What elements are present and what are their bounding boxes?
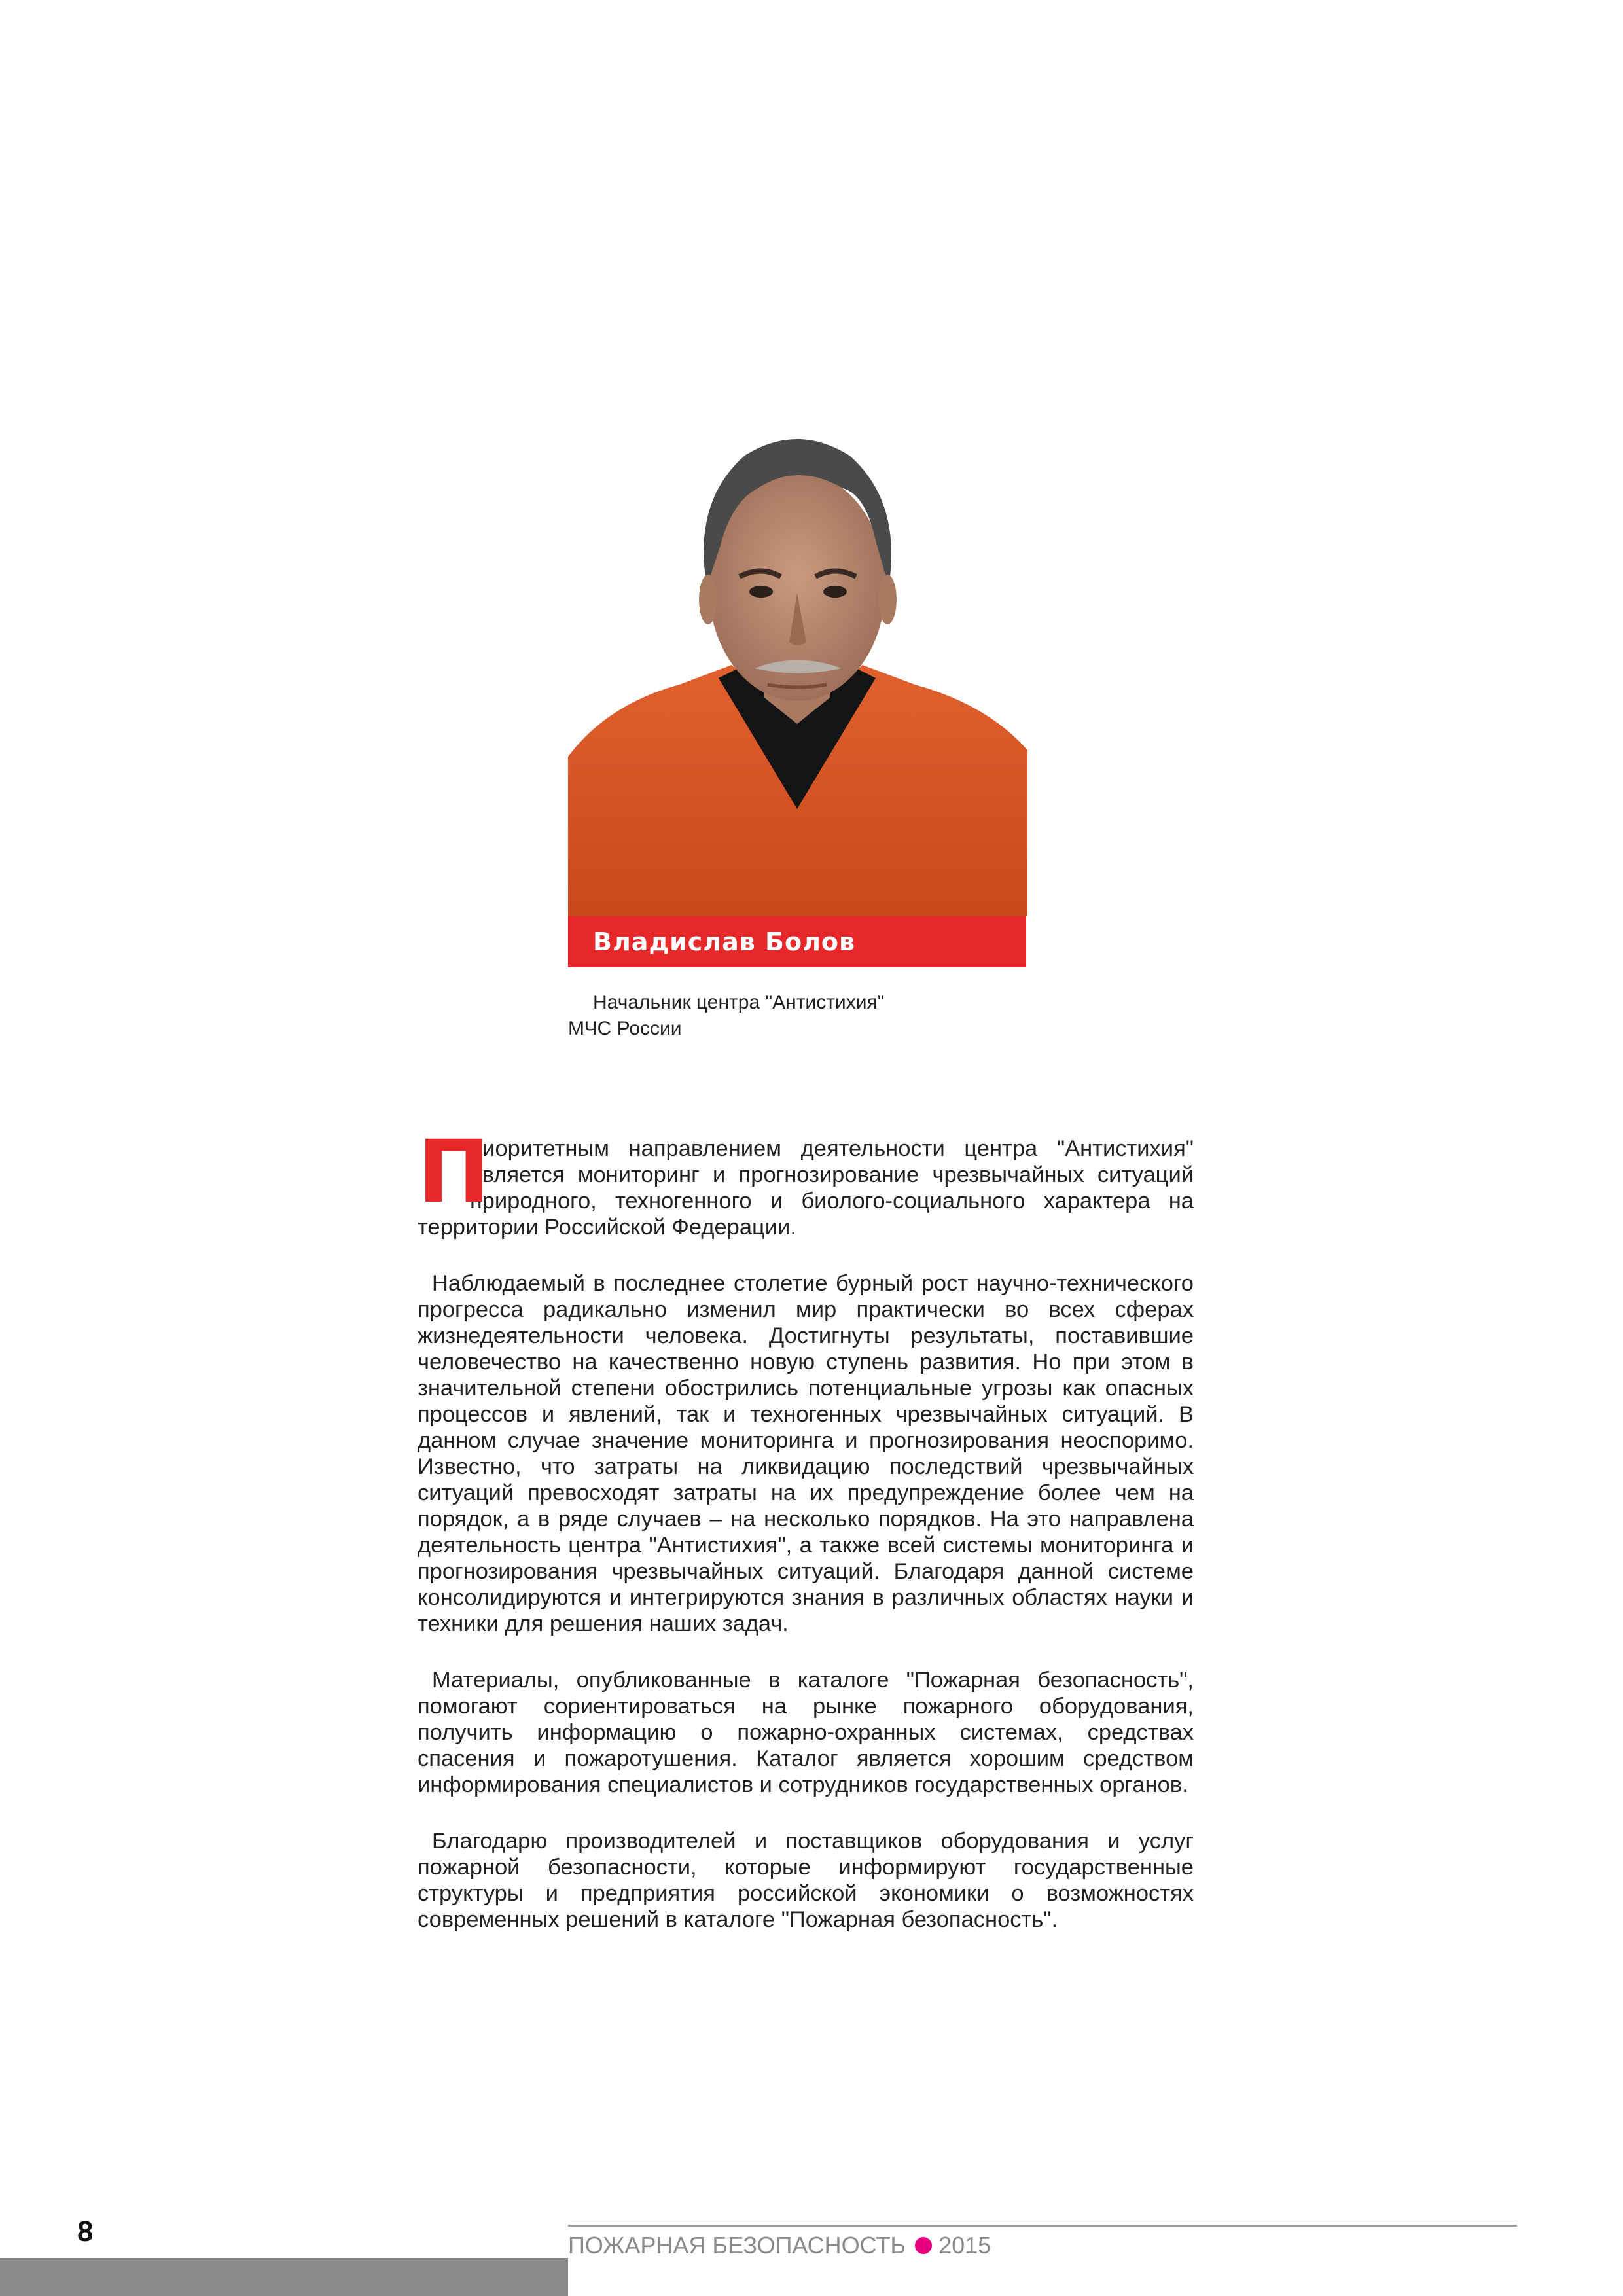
footer-publication bbox=[568, 2232, 991, 2259]
article-paragraph-2: Наблюдаемый в последнее столетие бурный рост научно-технического прогресса радикально изменил мир практически во всех сферах жизнедеятельности человека. Достигнуты результаты, поставившие человечество на качественно новую ступень развития. Но при этом в значительной степени обострились потенциальные угрозы как опасных процессов и явлений, так и техногенных чрезвычайных ситуаций. В данном случае значение мониторинга и прогнозирования неоспоримо. Известно, что затраты на ликвидацию последствий чрезвычайных ситуаций превосходят затраты на их предупреждение более чем на порядок, а в ряде случаев – на несколько порядков. На это направлена деятельность центра "Антистихия", а также всей системы мониторинга и прогнозирования чрезвычайных ситуаций. Благодаря данной системе консолидируются и интегрируются знания в различных областях науки и техники для решения наших задач. bbox=[418, 1271, 1194, 1636]
position-organization: МЧС России bbox=[568, 1018, 682, 1039]
article-paragraph-3: Материалы, опубликованные в каталоге "Пожарная безопасность", помогают сориентироваться на рынке пожарного оборудования, получить информацию о пожарно-охранных системах, средствах спасения и пожаротушения. Каталог является хорошим средством информирования специалистов и сотрудников государственных органов. bbox=[418, 1668, 1194, 1797]
article-paragraph-4: Благодарю производителей и поставщиков оборудования и услуг пожарной безопасности, которые информируют государственные структуры и предприятия российской экономики о возможностях современных решений в каталоге "Пожарная безопасность". bbox=[418, 1829, 1194, 1932]
drop-cap: П bbox=[418, 1122, 490, 1223]
footer-divider bbox=[568, 2225, 1517, 2227]
bullet-dot-icon bbox=[915, 2237, 932, 2254]
portrait-illustration bbox=[568, 416, 1027, 916]
footer-bar bbox=[0, 2258, 568, 2296]
person-name: Владислав Болов bbox=[593, 927, 856, 956]
article-body bbox=[418, 1122, 1194, 1963]
page-number: 8 bbox=[77, 2215, 94, 2248]
portrait-photo bbox=[568, 416, 1027, 916]
name-banner bbox=[568, 916, 1026, 967]
position-title: Начальник центра "Антистихия" bbox=[593, 992, 885, 1013]
position-caption bbox=[568, 990, 1026, 1042]
publication-name: ПОЖАРНАЯ БЕЗОПАСНОСТЬ bbox=[568, 2232, 906, 2259]
publication-year: 2015 bbox=[938, 2232, 991, 2259]
article-paragraph-1: П риоритетным направлением деятельности центра "Антистихия" является мониторинг и прогнозирование чрезвычайных ситуаций природного, техногенного и биолого-социального характера на территории Российской Федерации. bbox=[418, 1122, 1194, 1240]
